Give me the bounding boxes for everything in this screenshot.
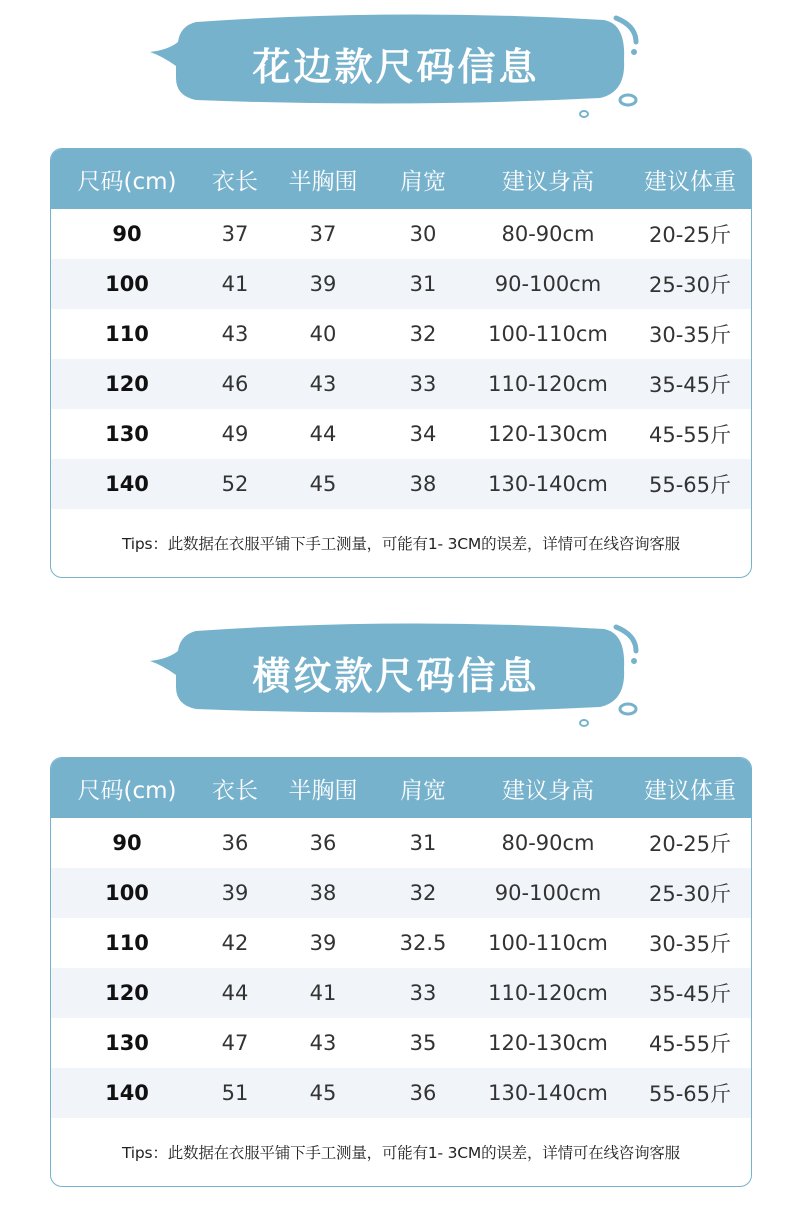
cell-weight: 20-25斤 (648, 832, 732, 856)
cell-weight: 35-45斤 (648, 982, 732, 1006)
cell-weight: 45-55斤 (648, 423, 732, 447)
size-table (50, 757, 752, 1187)
cell-shoulder: 38 (409, 472, 437, 496)
cell-shoulder: 33 (409, 981, 437, 1005)
cell-height: 90-100cm (494, 881, 602, 905)
table-row (51, 1068, 751, 1118)
table-row (51, 409, 751, 459)
measurement-tips: Tips：此数据在衣服平铺下手工测量，可能有1- 3CM的误差，详情可在线咨询客服 (122, 535, 680, 553)
cell-height: 130-140cm (488, 1081, 608, 1105)
cell-height: 110-120cm (488, 372, 608, 396)
cell-shoulder: 32 (409, 881, 437, 905)
cell-half-chest: 43 (309, 372, 337, 396)
cell-size: 100 (105, 881, 149, 905)
cell-shoulder: 32 (409, 322, 437, 346)
cell-size: 110 (105, 322, 149, 346)
cell-half-chest: 37 (309, 222, 337, 246)
cell-half-chest: 38 (309, 881, 337, 905)
table-row (51, 818, 751, 868)
cell-half-chest: 39 (309, 931, 337, 955)
cell-size: 140 (105, 472, 149, 496)
table-header-row (51, 758, 751, 818)
cell-length: 52 (221, 472, 249, 496)
cell-shoulder: 31 (409, 272, 437, 296)
section-title: 横纹款尺码信息 (252, 654, 540, 698)
size-table (50, 148, 752, 578)
table-row (51, 209, 751, 259)
header-shoulder: 肩宽 (400, 777, 446, 804)
cell-height: 130-140cm (488, 472, 608, 496)
cell-half-chest: 40 (309, 322, 337, 346)
cell-shoulder: 32.5 (399, 931, 447, 955)
header-length: 衣长 (212, 777, 258, 804)
cell-shoulder: 33 (409, 372, 437, 396)
cell-height: 90-100cm (494, 272, 602, 296)
cell-weight: 45-55斤 (648, 1032, 732, 1056)
cell-length: 44 (221, 981, 249, 1005)
cell-weight: 20-25斤 (648, 223, 732, 247)
cell-height: 80-90cm (501, 222, 595, 246)
section-title: 花边款尺码信息 (252, 45, 540, 89)
table-row (51, 309, 751, 359)
cell-size: 100 (105, 272, 149, 296)
header-weight: 建议体重 (644, 777, 736, 804)
cell-half-chest: 41 (309, 981, 337, 1005)
table-row (51, 968, 751, 1018)
cell-shoulder: 30 (409, 222, 437, 246)
cell-half-chest: 44 (309, 422, 337, 446)
cell-half-chest: 36 (309, 831, 337, 855)
header-size: 尺码(cm) (77, 777, 177, 804)
cell-weight: 25-30斤 (648, 273, 732, 297)
cell-shoulder: 35 (409, 1031, 437, 1055)
cell-length: 51 (221, 1081, 249, 1105)
cell-weight: 25-30斤 (648, 882, 732, 906)
cell-length: 37 (221, 222, 249, 246)
cell-length: 42 (221, 931, 249, 955)
cell-length: 36 (221, 831, 249, 855)
cell-length: 41 (221, 272, 249, 296)
cell-length: 47 (221, 1031, 249, 1055)
cell-height: 100-110cm (488, 322, 608, 346)
cell-weight: 30-35斤 (648, 932, 732, 956)
cell-half-chest: 39 (309, 272, 337, 296)
cell-weight: 35-45斤 (648, 373, 732, 397)
header-length: 衣长 (212, 168, 258, 195)
cell-length: 46 (221, 372, 249, 396)
cell-size: 140 (105, 1081, 149, 1105)
table-row (51, 868, 751, 918)
table-row (51, 459, 751, 509)
header-size: 尺码(cm) (77, 168, 177, 195)
cell-half-chest: 45 (309, 472, 337, 496)
cell-weight: 55-65斤 (648, 473, 732, 497)
cell-size: 90 (112, 831, 142, 855)
header-height: 建议身高 (502, 168, 594, 195)
cell-weight: 55-65斤 (648, 1082, 732, 1106)
cell-height: 80-90cm (501, 831, 595, 855)
cell-half-chest: 45 (309, 1081, 337, 1105)
cell-length: 39 (221, 881, 249, 905)
cell-height: 120-130cm (488, 1031, 608, 1055)
header-weight: 建议体重 (644, 168, 736, 195)
table-row (51, 259, 751, 309)
header-half-chest: 半胸围 (288, 777, 358, 804)
cell-shoulder: 34 (409, 422, 437, 446)
table-row (51, 359, 751, 409)
table-row (51, 918, 751, 968)
header-height: 建议身高 (502, 777, 594, 804)
table-row (51, 1018, 751, 1068)
title-speech-bubble (0, 609, 790, 739)
cell-length: 43 (221, 322, 249, 346)
header-shoulder: 肩宽 (400, 168, 446, 195)
cell-size: 110 (105, 931, 149, 955)
cell-weight: 30-35斤 (648, 323, 732, 347)
cell-height: 120-130cm (488, 422, 608, 446)
cell-size: 130 (105, 422, 149, 446)
cell-height: 110-120cm (488, 981, 608, 1005)
header-half-chest: 半胸围 (288, 168, 358, 195)
measurement-tips: Tips：此数据在衣服平铺下手工测量，可能有1- 3CM的误差，详情可在线咨询客服 (122, 1144, 680, 1162)
cell-size: 130 (105, 1031, 149, 1055)
cell-size: 120 (105, 372, 149, 396)
cell-size: 90 (112, 222, 142, 246)
cell-height: 100-110cm (488, 931, 608, 955)
table-header-row (51, 149, 751, 209)
cell-half-chest: 43 (309, 1031, 337, 1055)
cell-shoulder: 36 (409, 1081, 437, 1105)
title-speech-bubble (0, 0, 790, 130)
cell-size: 120 (105, 981, 149, 1005)
cell-shoulder: 31 (409, 831, 437, 855)
cell-length: 49 (221, 422, 249, 446)
